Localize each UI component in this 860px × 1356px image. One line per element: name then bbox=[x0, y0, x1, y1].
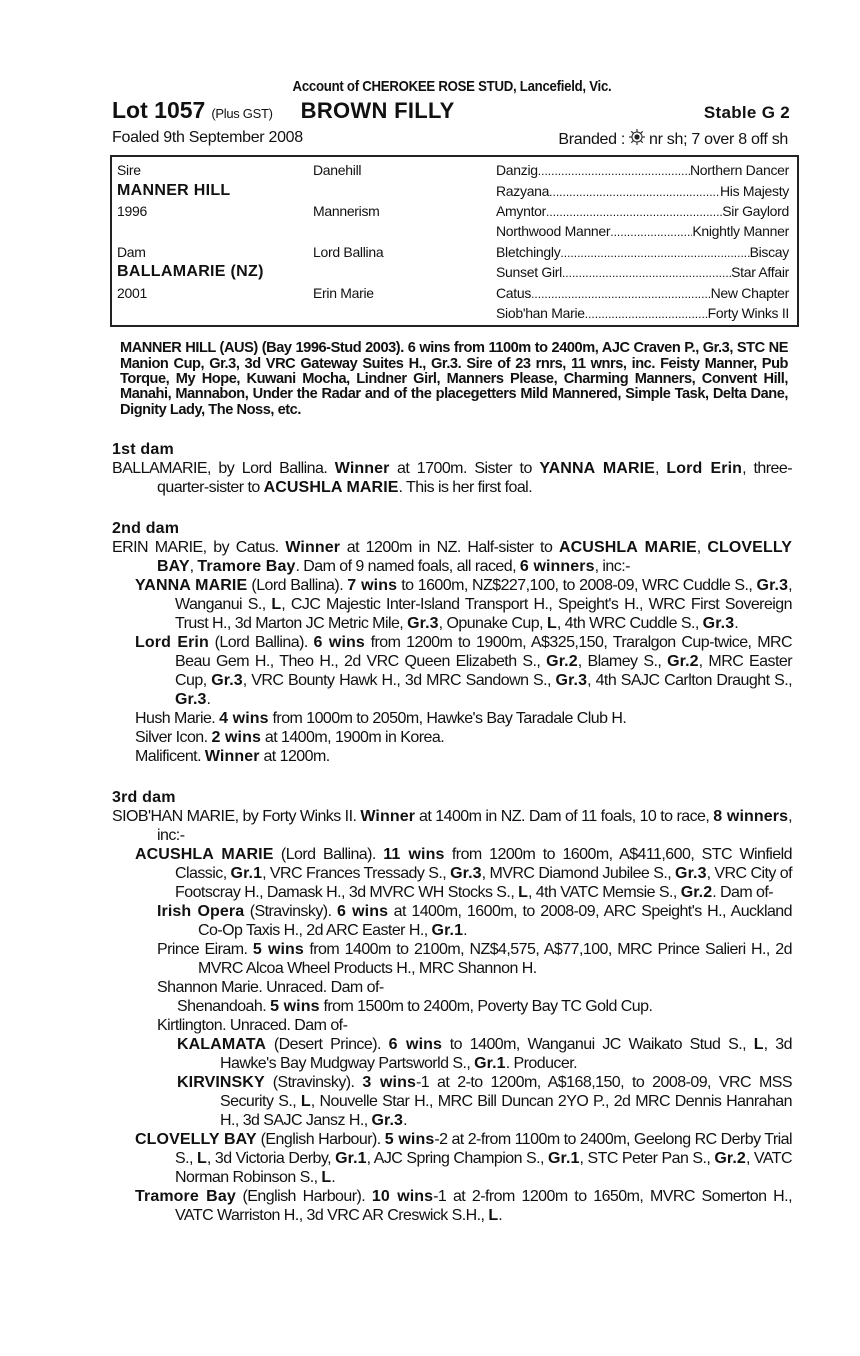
text: , CJC Majestic Inter-Island Transport H., Speight's H., WRC First Sovereign Trust H., 3d Marton JC Metric Mile, bbox=[175, 596, 792, 633]
text: , bbox=[696, 539, 708, 557]
pedigree-entry bbox=[112, 728, 792, 747]
bold-text: 3 wins bbox=[362, 1074, 416, 1092]
branded-text: nr sh; 7 over 8 off sh bbox=[649, 131, 788, 148]
branded-label: Branded : bbox=[558, 131, 626, 148]
bold-text: Winner bbox=[334, 460, 390, 478]
text: at 1700m. Sister to bbox=[389, 460, 540, 478]
pedigree-entry bbox=[112, 1187, 792, 1225]
pedigree-great-grandparent: Sunset Girl bbox=[496, 264, 562, 281]
text: (English Harbour). bbox=[256, 1131, 385, 1149]
text: , three-quarter-sister to bbox=[157, 460, 793, 497]
pedigree-row bbox=[112, 201, 797, 221]
text: Silver Icon. bbox=[135, 729, 212, 747]
bold-text: Gr.1 bbox=[547, 1150, 580, 1168]
pedigree-parent: Sire bbox=[117, 162, 141, 179]
bold-text: Gr.3 bbox=[407, 615, 439, 633]
text: at 1400m, 1900m in Korea. bbox=[260, 729, 445, 747]
pedigree-entry bbox=[112, 747, 792, 766]
text: BALLAMARIE, by Lord Ballina. bbox=[112, 460, 335, 478]
text: (Stravinsky). bbox=[264, 1074, 363, 1092]
pedigree-entry bbox=[112, 978, 792, 997]
bold-text: L bbox=[488, 1207, 499, 1225]
text: at 1400m, 1600m, to 2008-09, ARC Speight's H., Auckland Co-Op Taxis H., 2d ARC Easter H., bbox=[198, 903, 792, 940]
text: to 1600m, NZ$227,100, to 2008-09, WRC Cuddle S., bbox=[397, 577, 757, 595]
pedigree-sire-of-ggp: His Majesty bbox=[719, 182, 789, 199]
pedigree-parent: BALLAMARIE (NZ) bbox=[117, 263, 264, 281]
text: . bbox=[206, 691, 211, 709]
foaled-date: Foaled 9th September 2008 bbox=[112, 129, 303, 146]
leader-dots bbox=[531, 285, 711, 301]
vendor-account: Account of CHEROKEE ROSE STUD, Lancefield, Vic. bbox=[292, 78, 612, 95]
pedigree-great-grandparent: Siob'han Marie bbox=[496, 304, 585, 321]
text: , Nouvelle Star H., MRC Bill Duncan 2YO P., 2d MRC Dennis Hanrahan H., 3d SAJC Jansz H., bbox=[220, 1093, 792, 1130]
pedigree-row bbox=[112, 282, 797, 302]
bold-text: Gr.3 bbox=[371, 1112, 404, 1130]
text: , 4th VATC Memsie S., bbox=[528, 884, 681, 902]
bold-text: Gr.2 bbox=[714, 1150, 746, 1168]
section-heading: 2nd dam bbox=[112, 520, 180, 538]
text: , AJC Spring Champion S., bbox=[366, 1150, 548, 1168]
bold-text: L bbox=[300, 1093, 311, 1111]
bold-text: ACUSHLA MARIE bbox=[135, 846, 274, 864]
pedigree-entry bbox=[112, 538, 792, 576]
sunburst-brand-icon bbox=[629, 129, 645, 145]
bold-text: Lord Erin bbox=[135, 634, 209, 652]
pedigree-great-grandparent: Amyntor bbox=[496, 202, 547, 219]
text: from 1200m to 1900m, A$325,150, Traralgon Cup-twice, MRC Beau Gem H., Theo H., 2d VRC Queen Elizabeth S., bbox=[175, 634, 792, 671]
pedigree-sire-of-ggp: Northern Dancer bbox=[690, 162, 789, 179]
pedigree-entry bbox=[112, 633, 792, 709]
text: . Dam of- bbox=[712, 884, 774, 902]
text: , 3d Hawke's Bay Mudgway Partsworld S., bbox=[220, 1036, 792, 1073]
pedigree-entry bbox=[112, 807, 792, 845]
bold-text: L bbox=[321, 1169, 332, 1187]
text: . bbox=[331, 1169, 336, 1187]
bold-text: 6 winners bbox=[519, 558, 595, 576]
pedigree-row bbox=[112, 160, 797, 180]
bold-text: 4 wins bbox=[219, 710, 269, 728]
bold-text: YANNA MARIE bbox=[135, 577, 248, 595]
pedigree-entry bbox=[112, 1073, 792, 1130]
pedigree-ancestors bbox=[496, 285, 797, 301]
text: -1 at 2-from 1200m to 1650m, MVRC Somerton H., VATC Warriston H., 3d VRC AR Creswick S.H., bbox=[175, 1188, 792, 1225]
pedigree-sire-of-ggp: Knightly Manner bbox=[692, 223, 789, 240]
bold-text: Gr.3 bbox=[555, 672, 588, 690]
text: . bbox=[498, 1207, 503, 1225]
pedigree-table bbox=[110, 155, 799, 327]
bold-text: L bbox=[753, 1036, 764, 1054]
pedigree-entry bbox=[112, 940, 792, 978]
text: -1 at 2-to 1200m, A$168,150, to 2008-09, VRC MSS Security S., bbox=[220, 1074, 792, 1111]
text: , bbox=[654, 460, 667, 478]
pedigree-sire-of-ggp: Sir Gaylord bbox=[722, 202, 789, 219]
bold-text: 7 wins bbox=[347, 577, 398, 595]
bold-text: Lord Erin bbox=[666, 460, 743, 478]
text: from 1000m to 2050m, Hawke's Bay Taradale Club H. bbox=[268, 710, 627, 728]
bold-text: Gr.3 bbox=[211, 672, 243, 690]
pedigree-ancestors bbox=[496, 305, 797, 321]
text: Shenandoah. bbox=[177, 998, 271, 1016]
leader-dots bbox=[549, 183, 720, 199]
lot-header bbox=[112, 97, 792, 123]
lot-number: Lot 1057 bbox=[112, 97, 206, 123]
bold-text: Gr.3 bbox=[175, 691, 207, 709]
text: Prince Eiram. bbox=[157, 941, 253, 959]
bold-text: 5 wins bbox=[384, 1131, 435, 1149]
leader-dots bbox=[585, 305, 708, 321]
foaling-line bbox=[112, 129, 792, 151]
pedigree-entry bbox=[112, 845, 792, 902]
bold-text: Gr.3 bbox=[450, 865, 482, 883]
bold-text: ACUSHLA MARIE bbox=[263, 479, 399, 497]
bold-text: Gr.1 bbox=[431, 922, 464, 940]
text: (Stravinsky). bbox=[244, 903, 337, 921]
leader-dots bbox=[610, 223, 692, 239]
pedigree-great-grandparent: Razyana bbox=[496, 182, 550, 199]
text: at 1200m in NZ. Half-sister to bbox=[340, 539, 559, 557]
pedigree-sire-of-ggp: Forty Winks II bbox=[707, 304, 789, 321]
pedigree-ancestors bbox=[496, 264, 797, 280]
text: from 1500m to 2400m, Poverty Bay TC Gold Cup. bbox=[319, 998, 653, 1016]
text: Kirtlington. Unraced. Dam of- bbox=[157, 1017, 348, 1035]
colour-sex: BROWN FILLY bbox=[300, 98, 455, 123]
text: , VRC City of Footscray H., Damask H., 3d MVRC WH Stocks S., bbox=[175, 865, 792, 902]
bold-text: 10 wins bbox=[371, 1188, 434, 1206]
leader-dots bbox=[560, 244, 749, 260]
bold-text: L bbox=[197, 1150, 207, 1168]
text: , 4th SAJC Carlton Draught S., bbox=[587, 672, 792, 690]
text: -2 at 2-from 1100m to 2400m, Geelong RC Derby Trial S., bbox=[175, 1131, 792, 1168]
bold-text: Tramore Bay bbox=[197, 558, 296, 576]
bold-text: L bbox=[546, 615, 557, 633]
bold-text: 8 winners bbox=[713, 808, 789, 826]
pedigree-sire-of-ggp: Star Affair bbox=[731, 264, 789, 281]
pedigree-parent: MANNER HILL bbox=[117, 181, 231, 199]
text: Hush Marie. bbox=[135, 710, 220, 728]
bold-text: 6 wins bbox=[388, 1036, 443, 1054]
text: , 3d Victoria Derby, bbox=[206, 1150, 336, 1168]
text: . bbox=[403, 1112, 407, 1130]
pedigree-entry bbox=[112, 997, 792, 1016]
section-heading: 3rd dam bbox=[112, 789, 176, 807]
pedigree-row bbox=[112, 180, 797, 200]
brand-info bbox=[558, 129, 792, 151]
bold-text: Gr.2 bbox=[680, 884, 713, 902]
pedigree-row bbox=[112, 303, 797, 323]
leader-dots bbox=[562, 264, 731, 280]
bold-text: Tramore Bay bbox=[135, 1188, 236, 1206]
text: , inc:- bbox=[594, 558, 630, 576]
bold-text: CLOVELLY BAY bbox=[157, 539, 792, 576]
text: (Lord Ballina). bbox=[247, 577, 348, 595]
pedigree-entry bbox=[112, 576, 792, 633]
text: from 1200m to 1600m, A$411,600, STC Winfield Classic, bbox=[175, 846, 792, 883]
text: , bbox=[189, 558, 198, 576]
pedigree-ancestors bbox=[496, 223, 797, 239]
pedigree-grandparent: Danehill bbox=[313, 162, 362, 179]
text: , MRC Easter Cup, bbox=[175, 653, 792, 690]
pedigree-sire-of-ggp: New Chapter bbox=[710, 284, 789, 301]
pedigree-entry bbox=[112, 1130, 792, 1187]
pedigree-entry bbox=[112, 459, 792, 497]
text: (Desert Prince). bbox=[266, 1036, 389, 1054]
bold-text: 5 wins bbox=[252, 941, 304, 959]
pedigree-great-grandparent: Catus bbox=[496, 284, 532, 301]
leader-dots bbox=[538, 162, 690, 178]
bold-text: Winner bbox=[204, 748, 260, 766]
stable-location: Stable G 2 bbox=[703, 103, 790, 122]
text: (English Harbour). bbox=[235, 1188, 372, 1206]
section-heading: 1st dam bbox=[112, 441, 174, 459]
pedigree-row bbox=[112, 262, 797, 282]
bold-text: Gr.3 bbox=[702, 615, 735, 633]
pedigree-sire-of-ggp: Biscay bbox=[749, 243, 789, 260]
bold-text: L bbox=[518, 884, 528, 902]
bold-text: Gr.2 bbox=[667, 653, 699, 671]
text: , 4th WRC Cuddle S., bbox=[556, 615, 703, 633]
pedigree-row bbox=[112, 242, 797, 262]
bold-text: KALAMATA bbox=[177, 1036, 267, 1054]
pedigree-entry bbox=[112, 1035, 792, 1073]
pedigree-ancestors bbox=[496, 203, 797, 219]
text: , Wanganui S., bbox=[175, 577, 792, 614]
plus-gst-note: (Plus GST) bbox=[211, 106, 273, 121]
bold-text: Winner bbox=[285, 539, 341, 557]
pedigree-grandparent: Mannerism bbox=[313, 202, 380, 219]
text: SIOB'HAN MARIE, by Forty Winks II. bbox=[112, 808, 361, 826]
text: . Producer. bbox=[505, 1055, 578, 1073]
bold-text: 2 wins bbox=[211, 729, 261, 747]
bold-text: Gr.1 bbox=[230, 865, 263, 883]
bold-text: KIRVINSKY bbox=[177, 1074, 265, 1092]
pedigree-row bbox=[112, 221, 797, 241]
bold-text: L bbox=[271, 596, 282, 614]
bold-text: Irish Opera bbox=[157, 903, 245, 921]
pedigree-ancestors bbox=[496, 244, 797, 260]
text: , Opunake Cup, bbox=[438, 615, 547, 633]
pedigree-parent: 2001 bbox=[117, 284, 147, 301]
pedigree-grandparent: Erin Marie bbox=[313, 284, 374, 301]
bold-text: ACUSHLA MARIE bbox=[559, 539, 697, 557]
bold-text: YANNA MARIE bbox=[539, 460, 655, 478]
text: , Blamey S., bbox=[577, 653, 668, 671]
text: from 1400m to 2100m, NZ$4,575, A$77,100, MRC Prince Salieri H., 2d MVRC Alcoa Wheel Products H., MRC Shannon H. bbox=[198, 941, 792, 978]
text: ERIN MARIE, by Catus. bbox=[112, 539, 286, 557]
text: . bbox=[734, 615, 739, 633]
pedigree-ancestors bbox=[496, 183, 797, 199]
bold-text: Winner bbox=[360, 808, 416, 826]
bold-text: Gr.3 bbox=[756, 577, 789, 595]
text: , VATC Norman Robinson S., bbox=[175, 1150, 793, 1187]
bold-text: Gr.1 bbox=[335, 1150, 367, 1168]
text: Malificent. bbox=[135, 748, 205, 766]
text: . Dam of 9 named foals, all raced, bbox=[295, 558, 520, 576]
text: to 1400m, Wanganui JC Waikato Stud S., bbox=[442, 1036, 754, 1054]
family-sections bbox=[112, 441, 792, 1225]
text: at 1200m. bbox=[259, 748, 330, 766]
bold-text: 5 wins bbox=[270, 998, 320, 1016]
pedigree-great-grandparent: Bletchingly bbox=[496, 243, 561, 260]
pedigree-parent: Dam bbox=[117, 243, 146, 260]
pedigree-ancestors bbox=[496, 162, 797, 178]
text: , MVRC Diamond Jubilee S., bbox=[481, 865, 676, 883]
pedigree-entry bbox=[112, 902, 792, 940]
text: . This is her first foal. bbox=[398, 479, 533, 497]
pedigree-grandparent: Lord Ballina bbox=[313, 243, 384, 260]
pedigree-great-grandparent: Northwood Manner bbox=[496, 223, 611, 240]
bold-text: Gr.1 bbox=[474, 1055, 506, 1073]
text: (Lord Ballina). bbox=[273, 846, 384, 864]
bold-text: Gr.2 bbox=[546, 653, 578, 671]
text: Shannon Marie. Unraced. Dam of- bbox=[157, 979, 384, 997]
text: at 1400m in NZ. Dam of 11 foals, 10 to race, bbox=[415, 808, 714, 826]
pedigree-parent: 1996 bbox=[117, 202, 147, 219]
bold-text: 6 wins bbox=[313, 634, 365, 652]
bold-text: CLOVELLY BAY bbox=[135, 1131, 257, 1149]
bold-text: Gr.3 bbox=[675, 865, 707, 883]
text: , VRC Frances Tressady S., bbox=[262, 865, 451, 883]
text: . bbox=[463, 922, 467, 940]
leader-dots bbox=[546, 203, 722, 219]
catalogue-page bbox=[112, 78, 792, 1225]
pedigree-entry bbox=[112, 709, 792, 728]
text: , VRC Bounty Hawk H., 3d MRC Sandown S., bbox=[242, 672, 556, 690]
sire-summary: MANNER HILL (AUS) (Bay 1996-Stud 2003). 6 wins from 1100m to 2400m, AJC Craven P., Gr.3, STC NE Manion Cup, Gr.3, 3d VRC Gateway Suites H., Gr.3. Sire of 23 rnrs, 11 wnrs, inc. Feisty Manner, Pub Torque, My Hope, Kuwani Mocha, Lindner Girl, Manners Please, Charming Manners, Convent Hill, Manahi, Mannabon, Under the Radar and of the placegetters Mild Mannered, Simple Task, Delta Dane, Dignity Lady, The Noss, etc. bbox=[120, 340, 788, 418]
bold-text: 6 wins bbox=[336, 903, 389, 921]
text: (Lord Ballina). bbox=[208, 634, 314, 652]
pedigree-great-grandparent: Danzig bbox=[496, 162, 538, 179]
text: , inc:- bbox=[157, 808, 792, 845]
text: , STC Peter Pan S., bbox=[579, 1150, 715, 1168]
pedigree-entry bbox=[112, 1016, 792, 1035]
bold-text: 11 wins bbox=[383, 846, 445, 864]
